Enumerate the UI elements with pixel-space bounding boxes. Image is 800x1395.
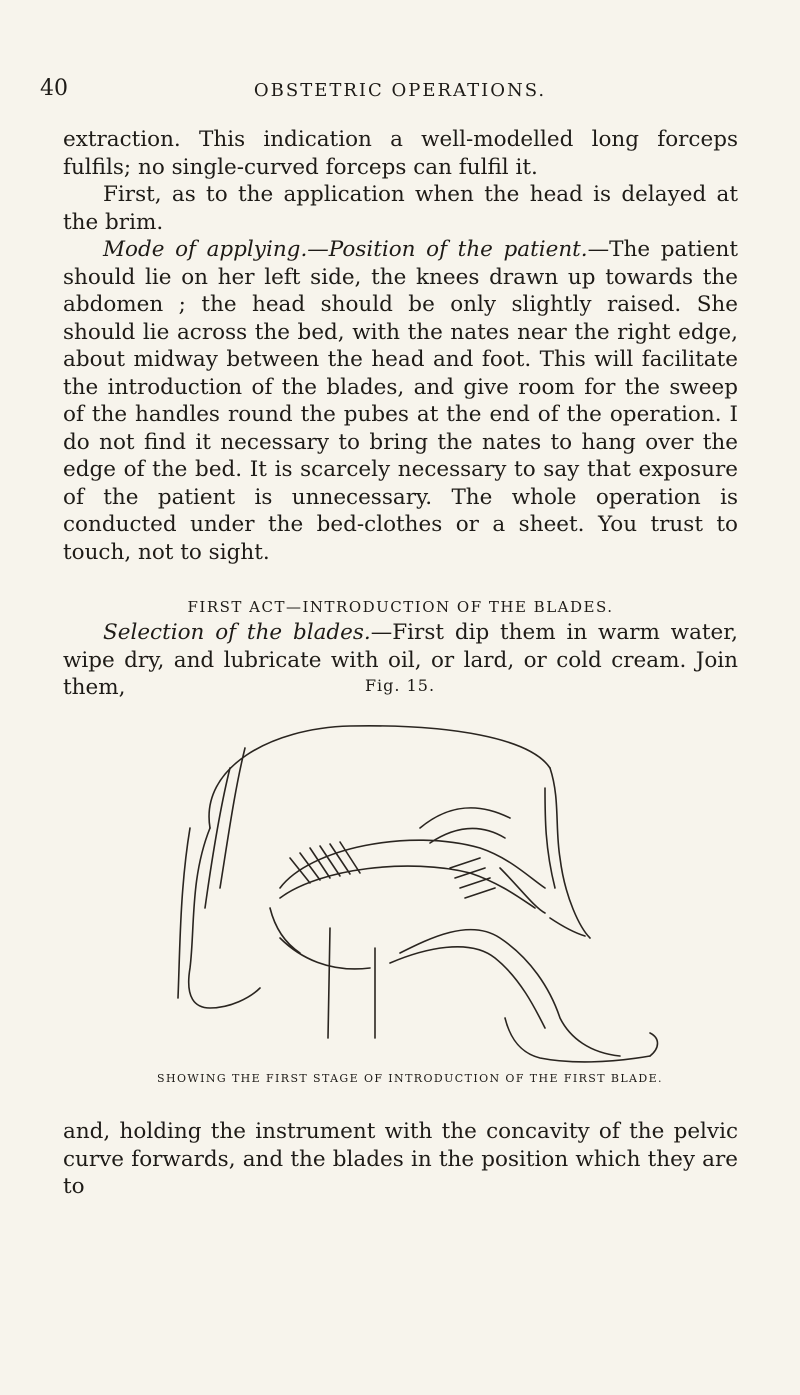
paragraph-1: extraction. This indication a well-modelled long forceps fulfils; no single-curved forceps can fulfil it. [63,127,738,180]
paragraph-4-italic: Selection of the blades. [103,620,371,645]
paragraph-4-text: —First dip them in warm water, wipe dry, and lubricate with oil, or lard, or cold cream. Join them, [63,620,739,700]
figure-illustration [150,708,670,1068]
paragraph-3 [63,236,738,566]
figure-caption: SHOWING THE FIRST STAGE OF INTRODUCTION OF THE FIRST BLADE. [157,1072,663,1085]
forceps-pelvis-engraving [150,708,670,1068]
paragraph-3-text: —The patient should lie on her left side, the knees drawn up towards the abdomen ; the head should be only slightly raised. She should lie across the bed, with the nates near the right edge, about midway between the head and foot. This will facilitate the introduction of the blades, and give room for the sweep of the handles round the pubes at the end of the operation. I do not find it necessary to bring the nates to hang over the edge of the bed. It is scarcely necessary to say that exposure of the patient is unnecessary. The whole operation is conducted under the bed-clothes or a sheet. You trust to touch, not to sight. [63,237,738,565]
paragraph-2: First, as to the application when the head is delayed at the brim. [63,182,738,235]
paragraph-5: and, holding the instrument with the concavity of the pelvic curve forwards, and the blades in the position which they are to [63,1119,738,1199]
paragraph-3-italic: Mode of applying.—Position of the patient. [103,237,588,262]
figure-label: Fig. 15. [364,676,436,695]
page-number: 40 [40,76,68,101]
text-block-bottom [63,1118,738,1201]
text-block-top [63,126,738,566]
section-heading: FIRST ACT—INTRODUCTION OF THE BLADES. [187,598,614,616]
running-head: OBSTETRIC OPERATIONS. [253,80,547,101]
